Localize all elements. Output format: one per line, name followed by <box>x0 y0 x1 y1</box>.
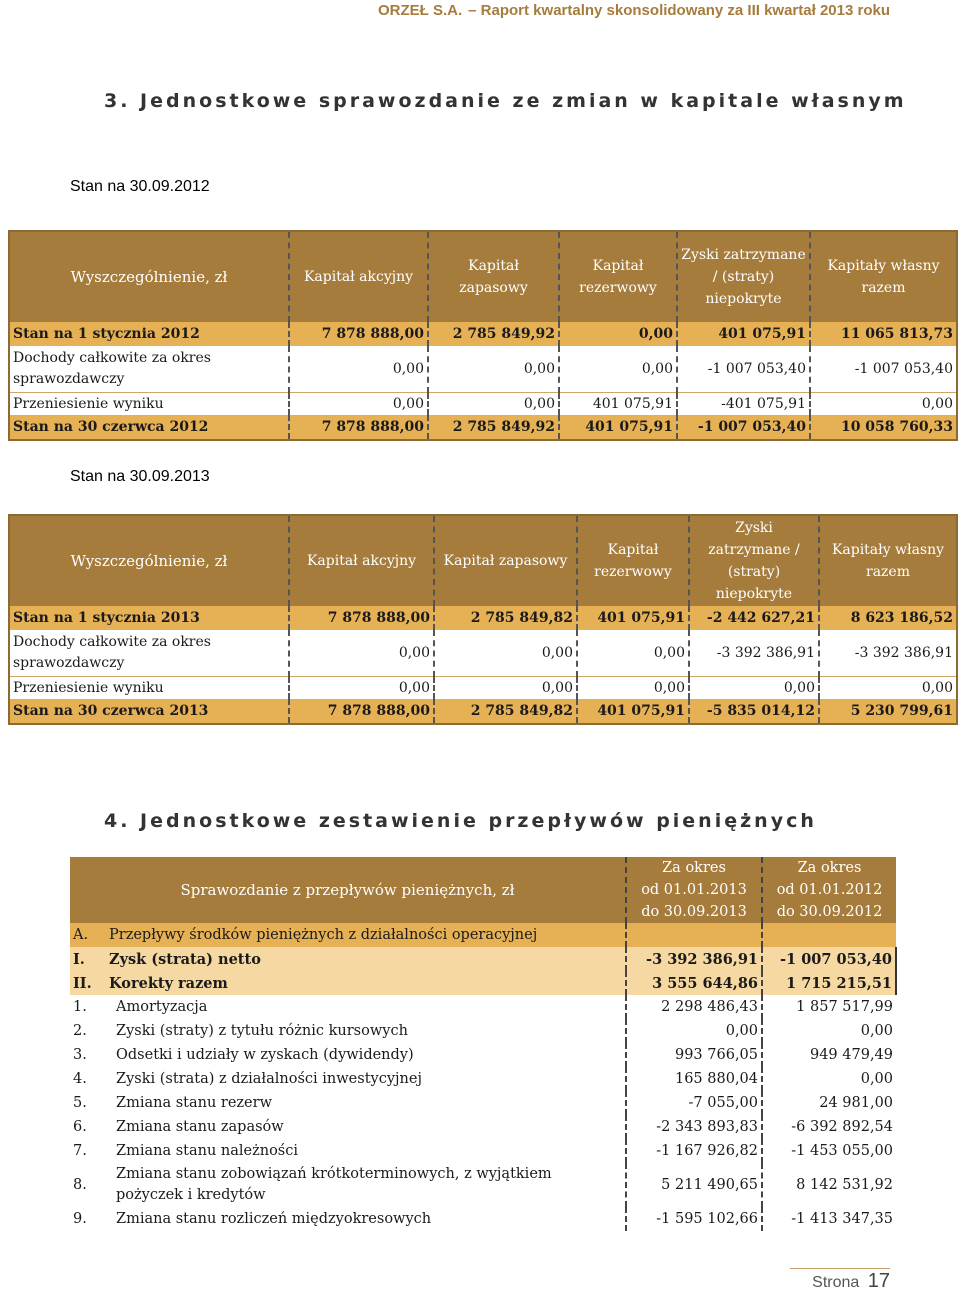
table-row <box>70 1091 896 1115</box>
row-label: Dochody całkowite za okres sprawozdawczy <box>9 346 289 393</box>
cell-value: 10 058 760,33 <box>810 415 957 440</box>
period-1-to: do 30.09.2013 <box>641 904 747 920</box>
row-code: 7. <box>70 1139 106 1163</box>
cell-value: -1 167 926,82 <box>626 1139 762 1163</box>
row-I <box>70 947 896 971</box>
footer-divider <box>790 1268 890 1269</box>
table-row <box>9 393 957 416</box>
period-1-from: od 01.01.2013 <box>641 882 747 898</box>
row-label: Zmiana stanu zobowiązań krótkoterminowych, z wyjątkiem pożyczek i kredytów <box>106 1163 626 1207</box>
cell-value: 0,00 <box>762 1067 896 1091</box>
row-code: 2. <box>70 1019 106 1043</box>
cell-value: 0,00 <box>289 393 428 416</box>
period-1-label: Za okres <box>662 860 726 876</box>
cell-value: 0,00 <box>762 1019 896 1043</box>
cell-value: 0,00 <box>434 677 577 700</box>
row-code: 3. <box>70 1043 106 1067</box>
stan-label-2012: Stan na 30.09.2012 <box>70 178 210 195</box>
row-II <box>70 971 896 995</box>
col-header-other-reserve: Kapitał rezerwowy <box>559 231 677 322</box>
row-label: Stan na 1 stycznia 2013 <box>9 606 289 630</box>
row-code: II. <box>70 971 106 995</box>
row-label: Zysk (strata) netto <box>106 947 626 971</box>
cell-value: -7 055,00 <box>626 1091 762 1115</box>
cell-value: 8 142 531,92 <box>762 1163 896 1207</box>
cell-value: 0,00 <box>289 677 434 700</box>
period-2 <box>762 857 896 923</box>
section-3-title: 3. Jednostkowe sprawozdanie ze zmian w kapitale własnym <box>104 90 907 112</box>
cell-value: 0,00 <box>428 393 559 416</box>
cell-value: 401 075,91 <box>577 699 689 724</box>
row-label: Stan na 30 czerwca 2012 <box>9 415 289 440</box>
table-row <box>70 995 896 1019</box>
row-code: A. <box>70 923 106 947</box>
col-header-reserve: Kapitał zapasowy <box>434 515 577 606</box>
section-4-title: 4. Jednostkowe zestawienie przepływów pieniężnych <box>104 810 817 832</box>
table-row <box>70 1043 896 1067</box>
page-footer <box>812 1270 890 1293</box>
cell-value: 7 878 888,00 <box>289 415 428 440</box>
cell-value: 0,00 <box>689 677 819 700</box>
table-row <box>9 415 957 440</box>
row-label: Korekty razem <box>106 971 626 995</box>
cell-value: 11 065 813,73 <box>810 322 957 346</box>
col-header-total: Kapitały własny razem <box>819 515 957 606</box>
col-header-total: Kapitały własny razem <box>810 231 957 322</box>
period-2-to: do 30.09.2012 <box>776 904 883 920</box>
cell-value: 0,00 <box>559 322 677 346</box>
company-name: ORZEŁ S.A. <box>378 2 463 19</box>
row-label: Przeniesienie wyniku <box>9 393 289 416</box>
col-header-desc: Wyszczególnienie, zł <box>9 231 289 322</box>
row-code: 5. <box>70 1091 106 1115</box>
table-header-row <box>9 515 957 606</box>
col-header-reserve: Kapitał zapasowy <box>428 231 559 322</box>
cell-value: 7 878 888,00 <box>289 322 428 346</box>
cell-value: 2 785 849,82 <box>434 606 577 630</box>
row-label: Zmiana stanu zapasów <box>106 1115 626 1139</box>
cell-value: 2 298 486,43 <box>626 995 762 1019</box>
cell-value: -3 392 386,91 <box>626 947 762 971</box>
cell-value: 5 211 490,65 <box>626 1163 762 1207</box>
cell-value: 0,00 <box>559 346 677 393</box>
cell-value: -1 007 053,40 <box>810 346 957 393</box>
table-row <box>70 1067 896 1091</box>
cell-value: 1 715 215,51 <box>762 971 896 995</box>
row-label: Zmiana stanu rezerw <box>106 1091 626 1115</box>
row-label: Odsetki i udziały w zyskach (dywidendy) <box>106 1043 626 1067</box>
cell-value: -1 007 053,40 <box>762 947 896 971</box>
cell-value: 0,00 <box>428 346 559 393</box>
cell-value: 7 878 888,00 <box>289 699 434 724</box>
cell-value: 7 878 888,00 <box>289 606 434 630</box>
row-label: Dochody całkowite za okres sprawozdawczy <box>9 630 289 677</box>
period-2-from: od 01.01.2012 <box>776 882 883 898</box>
row-label: Zmiana stanu należności <box>106 1139 626 1163</box>
row-code: 6. <box>70 1115 106 1139</box>
cell-value: -1 007 053,40 <box>677 415 810 440</box>
empty-cell <box>762 923 896 947</box>
row-label: Stan na 30 czerwca 2013 <box>9 699 289 724</box>
cell-value: 0,00 <box>819 677 957 700</box>
table-row <box>9 699 957 724</box>
cell-value: -2 343 893,83 <box>626 1115 762 1139</box>
table-row <box>70 1019 896 1043</box>
cell-value: 401 075,91 <box>559 415 677 440</box>
row-label: Stan na 1 stycznia 2012 <box>9 322 289 346</box>
cell-value: 5 230 799,61 <box>819 699 957 724</box>
table-row <box>70 1139 896 1163</box>
cell-value: 2 785 849,92 <box>428 415 559 440</box>
cell-value: -3 392 386,91 <box>689 630 819 677</box>
col-header-desc: Wyszczególnienie, zł <box>9 515 289 606</box>
col-header-share: Kapitał akcyjny <box>289 231 428 322</box>
period-1 <box>626 857 762 923</box>
col-header-retained: Zyski zatrzymane / (straty) niepokryte <box>689 515 819 606</box>
cell-value: -401 075,91 <box>677 393 810 416</box>
cell-value: 0,00 <box>434 630 577 677</box>
row-label: Amortyzacja <box>106 995 626 1019</box>
cash-flow-table <box>70 857 897 1231</box>
cell-value: -1 007 053,40 <box>677 346 810 393</box>
cf-header-row <box>70 857 896 923</box>
row-code: 8. <box>70 1163 106 1207</box>
cell-value: 401 075,91 <box>577 606 689 630</box>
row-label: Zyski (straty) z tytułu różnic kursowych <box>106 1019 626 1043</box>
cell-value: 2 785 849,92 <box>428 322 559 346</box>
cell-value: -1 595 102,66 <box>626 1207 762 1231</box>
cell-value: 401 075,91 <box>559 393 677 416</box>
page-label: Strona <box>812 1274 860 1291</box>
cell-value: 3 555 644,86 <box>626 971 762 995</box>
page-number: 17 <box>867 1270 890 1292</box>
row-label: Przeniesienie wyniku <box>9 677 289 700</box>
table-row <box>70 1163 896 1207</box>
table-row <box>70 1115 896 1139</box>
page-header <box>0 2 960 24</box>
table-header-row <box>9 231 957 322</box>
cell-value: 0,00 <box>289 630 434 677</box>
table-row <box>70 1207 896 1231</box>
cell-value: -3 392 386,91 <box>819 630 957 677</box>
cell-value: 401 075,91 <box>677 322 810 346</box>
period-2-label: Za okres <box>797 860 862 876</box>
col-header-other-reserve: Kapitał rezerwowy <box>577 515 689 606</box>
row-label: Zyski (strata) z działalności inwestycyjnej <box>106 1067 626 1091</box>
cell-value: -5 835 014,12 <box>689 699 819 724</box>
table-row <box>9 322 957 346</box>
row-code: 1. <box>70 995 106 1019</box>
table-row <box>9 630 957 677</box>
cell-value: 165 880,04 <box>626 1067 762 1091</box>
cell-value: 993 766,05 <box>626 1043 762 1067</box>
cell-value: 2 785 849,82 <box>434 699 577 724</box>
cell-value: -1 453 055,00 <box>762 1139 896 1163</box>
table-row <box>9 677 957 700</box>
cell-value: 0,00 <box>577 677 689 700</box>
row-label: Zmiana stanu rozliczeń międzyokresowych <box>106 1207 626 1231</box>
cell-value: -1 413 347,35 <box>762 1207 896 1231</box>
cell-value: 949 479,49 <box>762 1043 896 1067</box>
row-label: Przepływy środków pieniężnych z działalności operacyjnej <box>106 923 626 947</box>
stan-label-2013: Stan na 30.09.2013 <box>70 468 210 485</box>
table-row <box>9 346 957 393</box>
col-header-retained: Zyski zatrzymane / (straty) niepokryte <box>677 231 810 322</box>
row-code: I. <box>70 947 106 971</box>
report-title: – Raport kwartalny skonsolidowany za III kwartał 2013 roku <box>468 2 890 19</box>
cell-value: 0,00 <box>289 346 428 393</box>
cell-value: 0,00 <box>626 1019 762 1043</box>
cell-value: 1 857 517,99 <box>762 995 896 1019</box>
cf-header-title: Sprawozdanie z przepływów pieniężnych, zł <box>70 857 626 923</box>
cell-value: 24 981,00 <box>762 1091 896 1115</box>
equity-table-2013 <box>8 514 958 725</box>
equity-table-2012 <box>8 230 958 441</box>
row-code: 4. <box>70 1067 106 1091</box>
cell-value: 8 623 186,52 <box>819 606 957 630</box>
cell-value: -2 442 627,21 <box>689 606 819 630</box>
col-header-share: Kapitał akcyjny <box>289 515 434 606</box>
row-code: 9. <box>70 1207 106 1231</box>
empty-cell <box>626 923 762 947</box>
cell-value: 0,00 <box>577 630 689 677</box>
cell-value: -6 392 892,54 <box>762 1115 896 1139</box>
section-a-row <box>70 923 896 947</box>
table-row <box>9 606 957 630</box>
cell-value: 0,00 <box>810 393 957 416</box>
